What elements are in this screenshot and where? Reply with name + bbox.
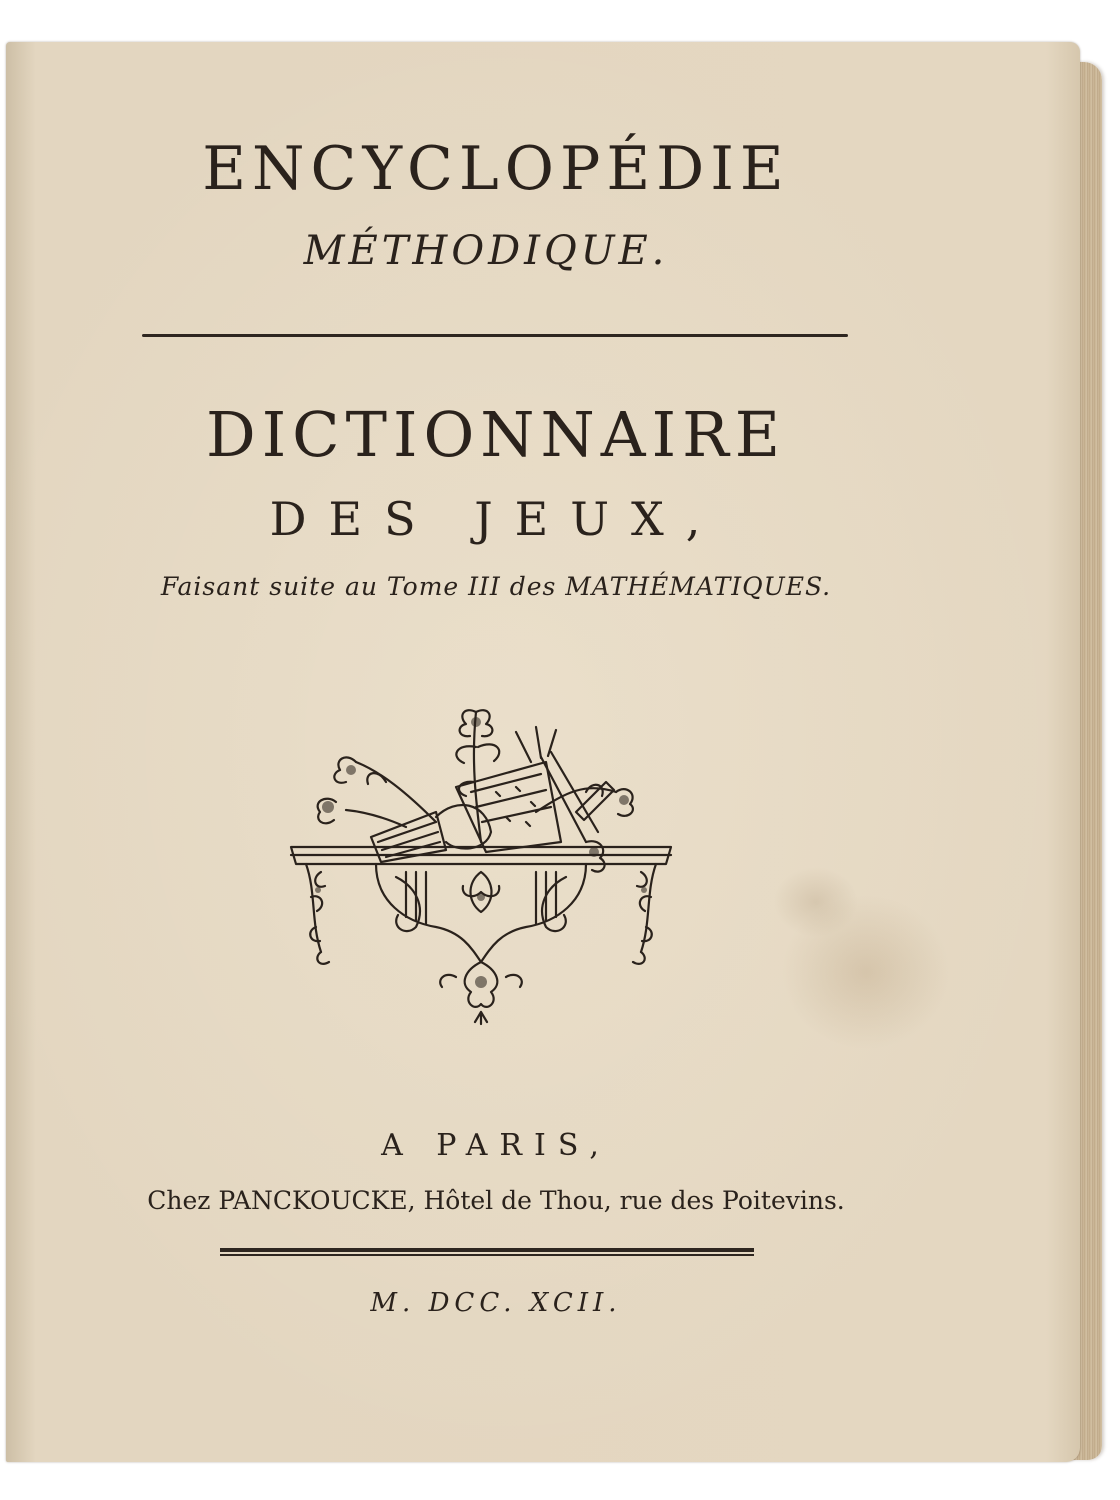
- title-main: ENCYCLOPÉDIE: [202, 134, 790, 204]
- imprint-rule: [220, 1248, 754, 1256]
- imprint-place: A PARIS,: [381, 1128, 611, 1163]
- subtitle: Faisant suite au Tome III des MATHÉMATIQUES.: [160, 572, 832, 601]
- dictionary-title: DICTIONNAIRE: [205, 398, 787, 471]
- dictionary-subject: DES JEUX,: [269, 492, 723, 546]
- title-sub: MÉTHODIQUE.: [303, 228, 669, 274]
- imprint-publisher: Chez PANCKOUCKE, Hôtel de Thou, rue des Poitevins.: [147, 1186, 845, 1215]
- title-page: [6, 42, 1080, 1462]
- title-rule: [142, 334, 848, 337]
- imprint-year: M. DCC. XCII.: [370, 1288, 622, 1318]
- ornamental-vignette-icon: [286, 692, 676, 1027]
